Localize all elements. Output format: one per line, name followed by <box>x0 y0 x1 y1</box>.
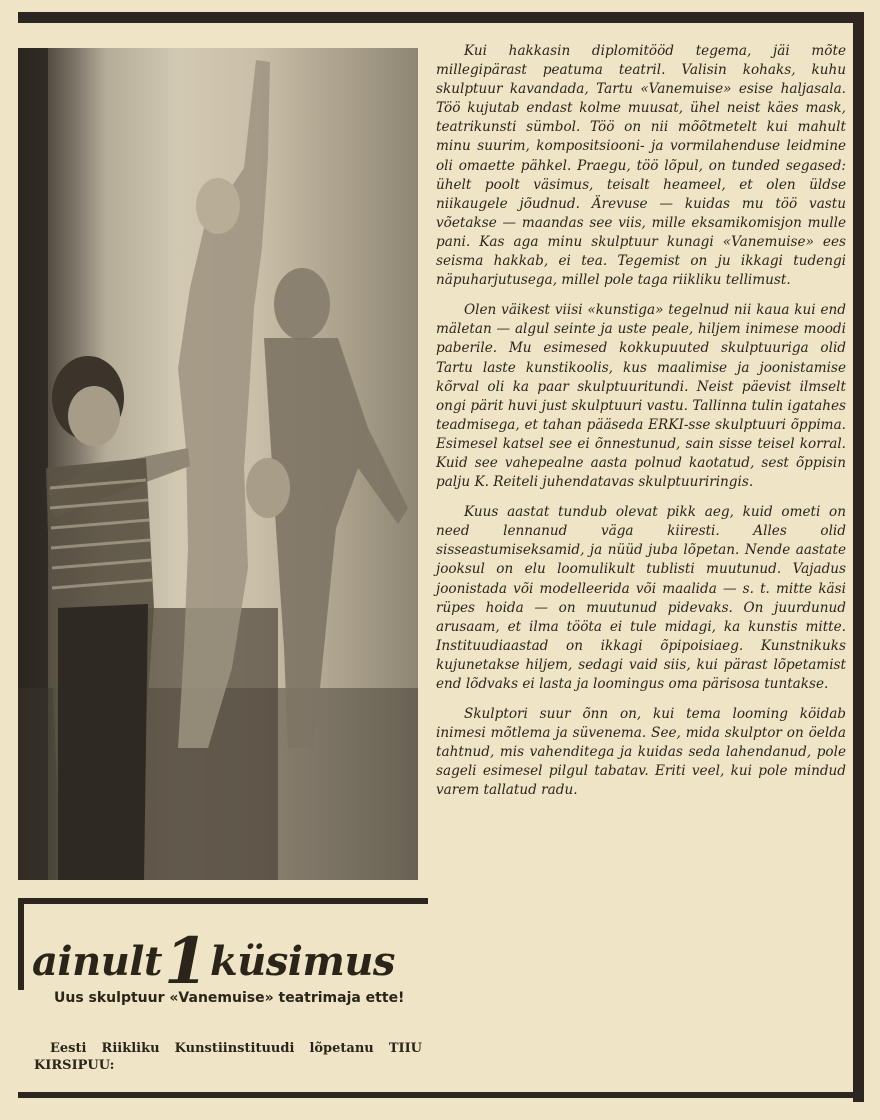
title-left-rule <box>18 898 24 990</box>
article-paragraph: Olen väikest viisi «kunstiga» tegelnud nii kaua kui end mäletan — algul seinte ja uste peale, hiljem inimese moodi paberile. Mu esimesed kokkupuuted skulptuuriga olid Tartu laste kunstikoolis, kus maalimise ja joonistamise kõrval oli ka paar skulptuuritundi. Neist päevist ilmselt ongi pärit huvi just skulptuuri vastu. Tallinna tulin igatahes teadmisega, et tahan pääseda ERKI-sse skulptuuri õppima. Esimesel katsel see ei õnnestunud, sain sisse teisel korral. Kuid see vahepealne aasta polnud kaotatud, sest õppisin palju K. Reiteli juhendatavas skulptuuriringis. <box>436 302 846 491</box>
sculpture-photo <box>18 48 418 880</box>
title-top-rule <box>18 898 428 904</box>
bottom-rule <box>18 1092 864 1098</box>
article-body <box>436 42 846 812</box>
top-rule <box>18 12 864 23</box>
column-title-number: 1 <box>163 924 208 999</box>
question-headline: Uus skulptuur «Vanemuise» teatrimaja ette! <box>54 990 405 1006</box>
article-paragraph: Kui hakkasin diplomitööd tegema, jäi mõte millegipärast peatuma teatril. Valisin kohaks, kuhu skulptuur kavandada, Tartu «Vanemuise» esise haljasala. Töö kujutab endast kolme muusat, ühel neist käes mask, teatrikunsti sümbol. Töö on nii mõõtmetelt kui mahult minu suurim, kompositsiooni- ja vormilahenduse leidmine oli omaette pähkel. Praegu, töö lõpul, on tunded segased: ühelt poolt väsimus, teisalt heameel, et olen üldse niikaugele jõudnud. Ärevuse — kuidas mu töö vastu võetakse — maandas see viis, mille eksamikomisjon mulle pani. Kas aga minu skulptuur kunagi «Vanemuise» ees seisma hakkab, ei tea. Tegemist on ju ikkagi tudengi näpuharjutusega, millel pole taga riikliku tellimust. <box>436 43 846 289</box>
sculpture-photo-illustration <box>18 48 418 880</box>
author-line: Eesti Riikliku Kunstiinstituudi lõpetanu TIIU KIRSIPUU: <box>34 1041 422 1073</box>
right-rule <box>853 12 864 1102</box>
article-paragraph: Kuus aastat tundub olevat pikk aeg, kuid ometi on need lennanud väga kiiresti. Alles olid sisseastumiseksamid, ja nüüd juba lõpetan. Nende aastate jooksul on elu loomulikult tublisti muutunud. Vajadus joonistada või modelleerida või maalida — s. t. mitte käsi rüpes hoida — on muutunud pidevaks. On juurdunud arusaam, et ilma tööta ei tule midagi, ka kunstis mitte. Instituudiaastad on ikkagi õpipoisiaeg. Kunstnikuks kujunetakse hiljem, sedagi vaid siis, kui pärast lõpetamist end lõdvaks ei lasta ja loomingus oma pärisosa tuntakse. <box>436 504 846 692</box>
column-title-post: küsimus <box>209 938 395 985</box>
article-paragraph: Skulptori suur õnn on, kui tema looming köidab inimesi mõtlema ja süvenema. See, mida skulptor on öelda tahtnud, mis vahenditega ja kuidas seda lahendanud, pole sageli esimesel pilgul tabatav. Eriti veel, kui pole mindud varem tallatud radu. <box>436 706 846 799</box>
column-title-pre: ainult <box>32 938 162 985</box>
